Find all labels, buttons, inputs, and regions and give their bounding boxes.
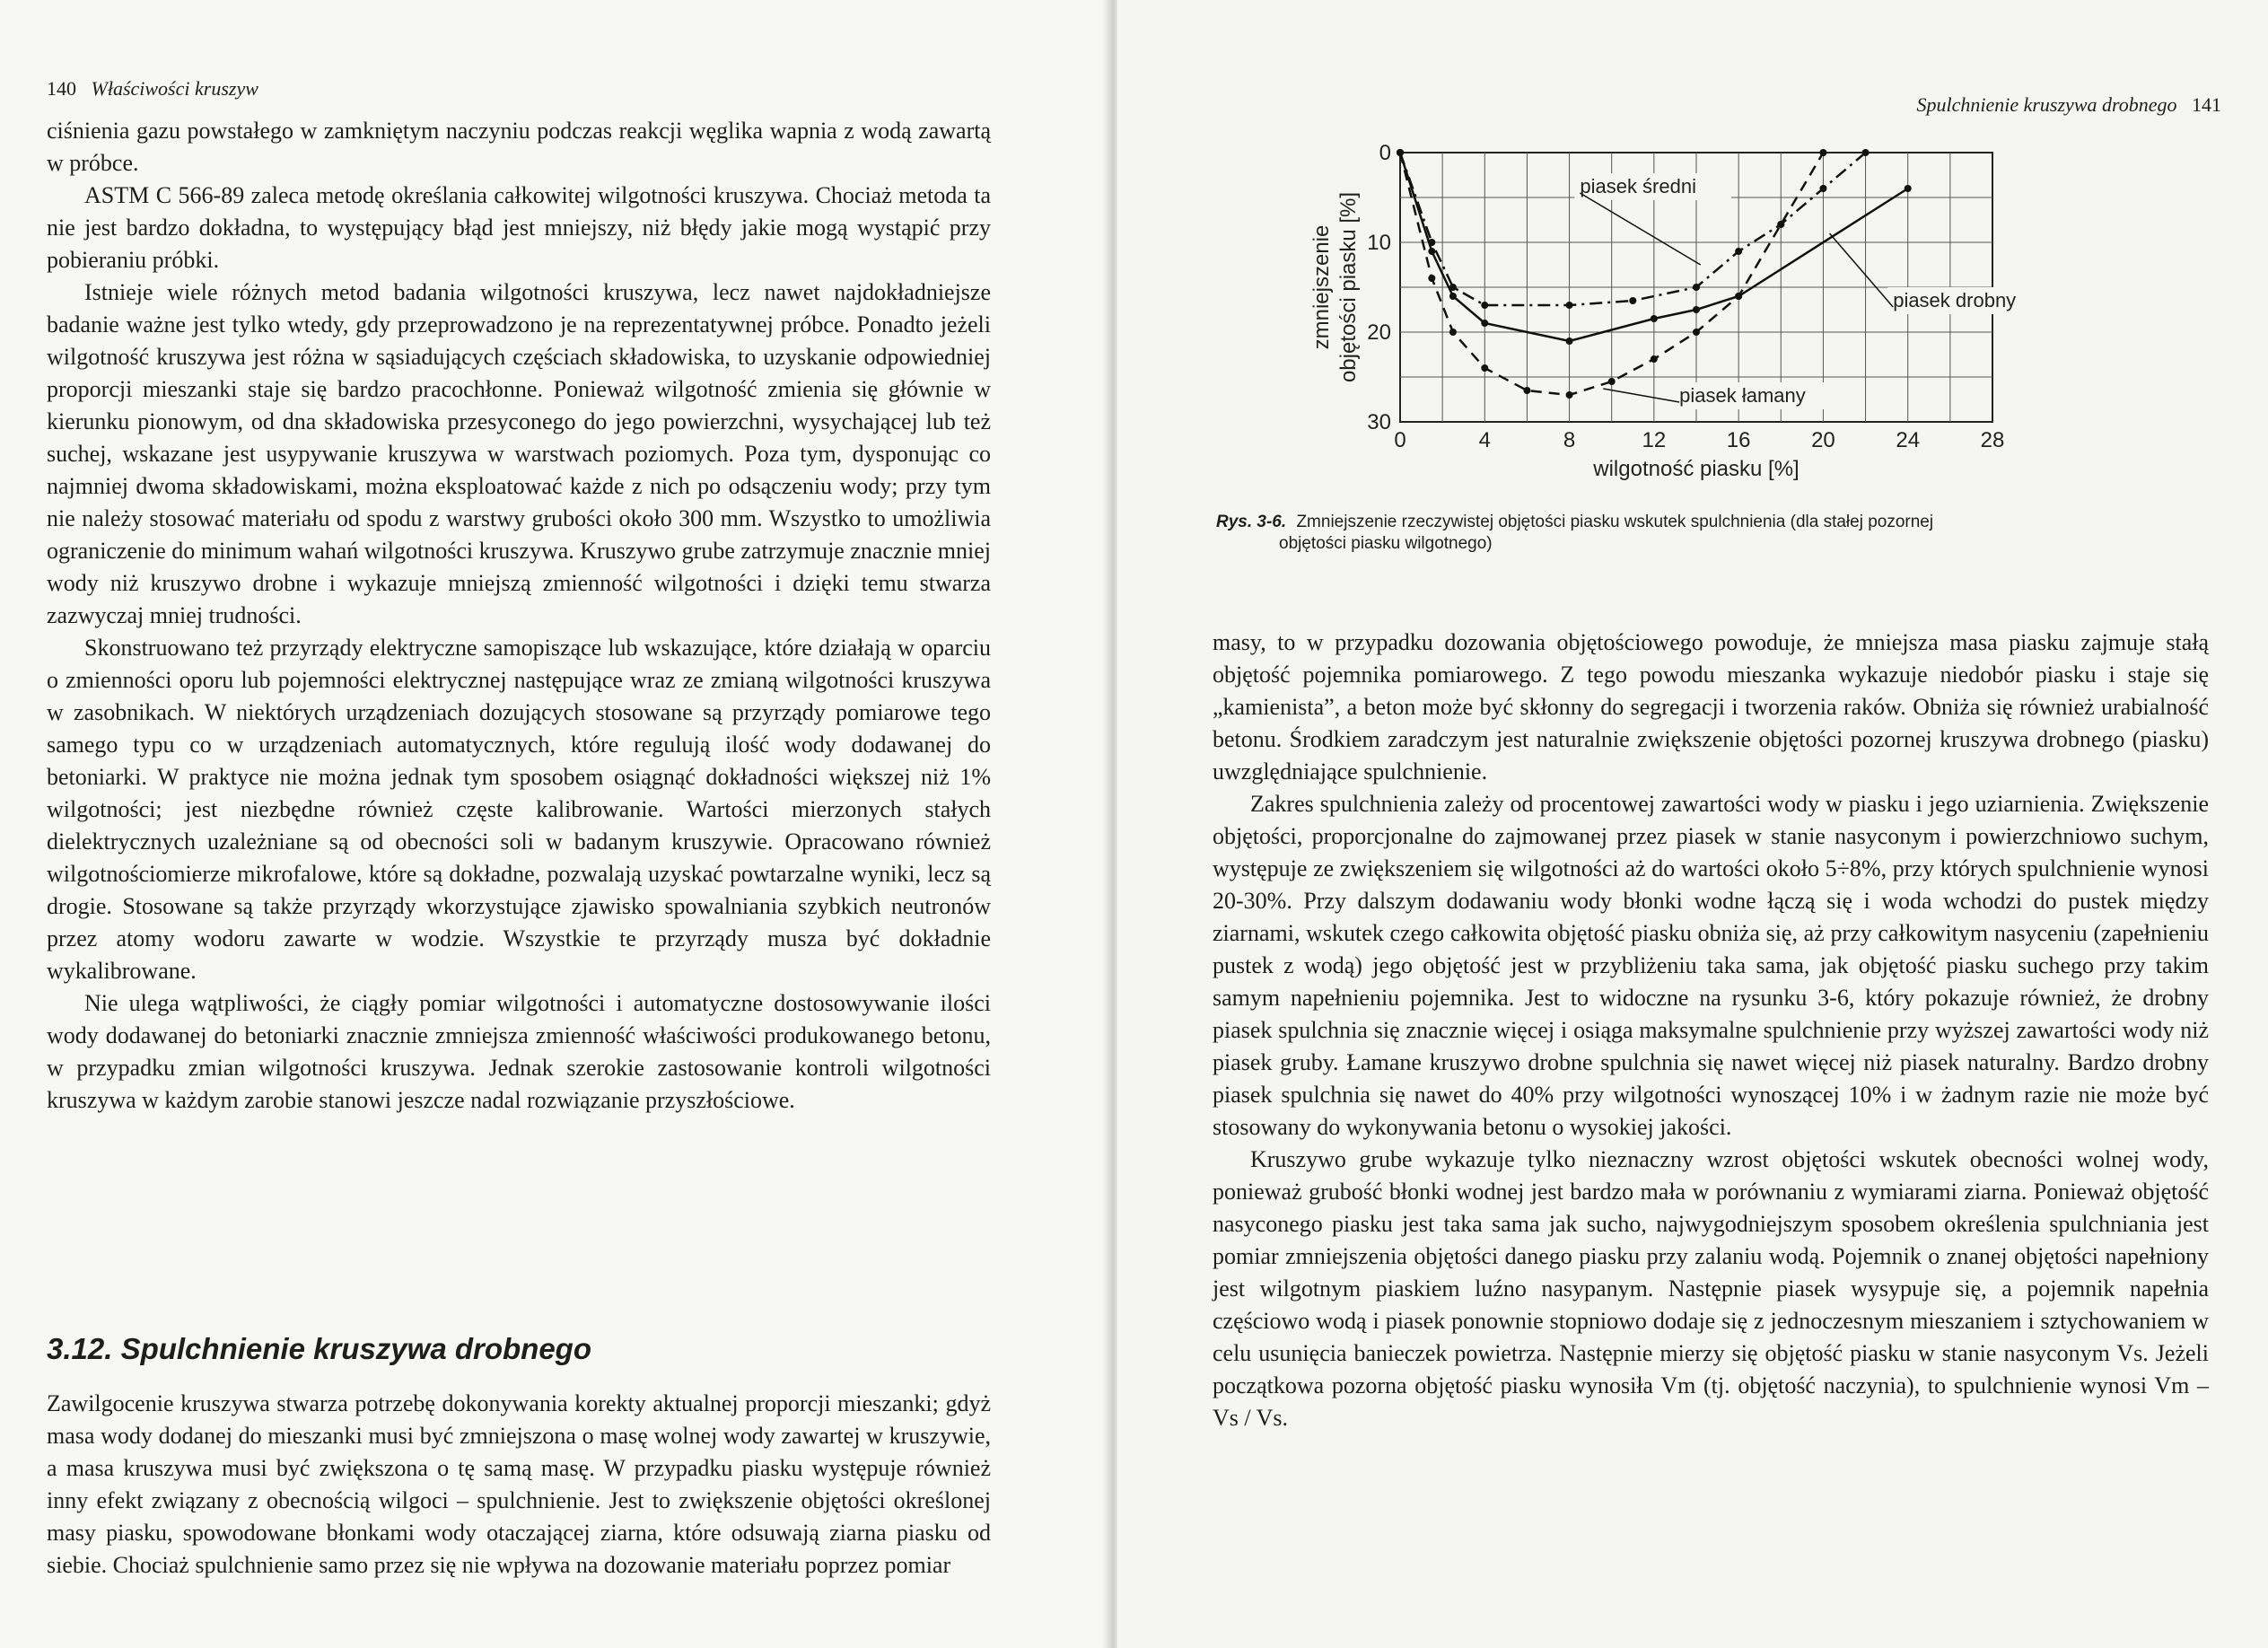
data-point [1449,284,1457,291]
annotation-leader [1830,233,1894,307]
data-point [1428,248,1435,255]
x-tick-label: 0 [1394,428,1406,452]
x-tick-label: 12 [1642,428,1667,452]
left-running-head [47,77,258,101]
y-axis-label [1309,192,1361,382]
data-point [1566,391,1573,399]
data-point [1481,320,1488,327]
data-point [1905,185,1912,192]
data-point [1428,275,1435,282]
y-axis-label-line-1: zmniejszenie [1309,224,1334,350]
left-running-title: Właściwości kruszyw [91,77,258,100]
paragraph: Istnieje wiele różnych metod badania wilgotności kruszywa, lecz nawet najdokładniejsze badanie ważne jest tylko wtedy, gdy przeprowadzono je na reprezentatywnej próbce. Ponadto jeżeli wilgotność kruszywa jest różna w sąsiadujących częściach składowiska, to uzyskanie odpowiedniej proporcji mieszanki staje się bardzo pracochłonne. Ponieważ wilgotność zmienia się głównie w kierunku pionowym, od dna składowiska przesyconego do jego powierzchni, wysychającej lub też suchej, wskazane jest usypywanie kruszywa w warstwach poziomych. Poza tym, dysponując co najmniej dwoma składowiskami, można eksploatować każde z nich po odsączeniu wody; przy tym nie należy stosować materiału od spodu z warstwy grubości około 300 mm. Wszystko to umożliwia ograniczenie do minimum wahań wilgotności kruszywa. Kruszywo grube zatrzymuje znacznie mniej wody niż kruszywo drobne i wykazuje mniejszą zmienność wilgotności i dzięki temu stwarza zazwyczaj mniej trudności. [47,279,991,628]
data-point [1629,297,1636,304]
figure-label: Rys. 3-6. [1216,513,1287,531]
data-point [1397,149,1404,156]
figure-caption-text: Zmniejszenie rzeczywistej objętości piasku wskutek spulchnienia (dla stałej pozornej [1296,513,1934,531]
right-running-head [1916,93,2221,117]
data-point [1651,315,1658,322]
data-point [1693,329,1700,336]
left-page-number: 140 [47,77,76,100]
x-tick-label: 8 [1563,428,1576,452]
right-running-title: Spulchnienie kruszywa drobnego [1916,93,2177,116]
data-point [1523,387,1530,394]
x-tick-label: 4 [1478,428,1491,452]
data-point [1481,302,1488,309]
data-point [1449,329,1457,336]
data-point [1651,355,1658,363]
section-heading: 3.12. Spulchnienie kruszywa drobnego [47,1332,591,1365]
right-body-text [1213,627,2209,1434]
paragraph: ciśnienia gazu powstałego w zamkniętym naczyniu podczas reakcji węglika wapnia z wodą zawartą w próbce. [47,118,991,176]
right-page-number: 141 [2192,93,2221,116]
chart-annotations [1574,173,2044,409]
figure-caption [1216,512,2203,555]
left-body-text-bottom [47,1388,991,1582]
data-point [1693,284,1700,291]
annotation-leader [1603,389,1679,402]
data-point [1449,293,1457,300]
y-tick-label: 10 [1367,231,1391,255]
data-point [1777,221,1784,228]
paragraph: Zawilgocenie kruszywa stwarza potrzebę dokonywania korekty aktualnej proporcji mieszanki; gdyż masa wody dodanej do mieszanki musi być zmniejszona o masę wolnej wody zawartej w kruszywie, a masa kruszywa musi być zwiększona o tę samą masę. W przypadku piasku występuje również inny efekt związany z obecnością wilgoci – spulchnienie. Jest to zwiększenie objętości określonej masy piasku, spowodowane błonkami wody otaczającej ziarna, które odsuwają ziarna piasku od siebie. Chociaż spulchnienie samo przez się nie wpływa na dozowanie materiału poprzez pomiar [47,1390,991,1578]
paragraph: Skonstruowano też przyrządy elektryczne samopiszące lub wskazujące, które działają w oparciu o zmienności oporu lub pojemności elektrycznej następujące wraz ze zmianą wilgotności kruszywa w zasobnikach. W niektórych urządzeniach dozujących stosowane są przyrządy pomiarowe tego samego typu co w urządzeniach automatycznych, które regulują ilość wody dodawanej do betoniarki. W praktyce nie można jednak tym sposobem osiągnąć dokładności większej niż 1% wilgotności; jest niezbędne również częste kalibrowanie. Wartości mierzonych stałych dielektrycznych uzależniane są od obecności soli w badanym kruszywie. Opracowano również wilgotnościomierze mikrofalowe, które są dokładne, pozwalają uzyskać powtarzalne wyniki, lecz są drogie. Stosowane są także przyrządy wkorzystujące zjawisko spowalniania szybkich neutronów przez atomy wodoru zawarte w wodzie. Wszystkie te przyrządy musza być dokładnie wykalibrowane. [47,635,991,984]
y-axis-label-line-2: objętości piasku [%] [1336,191,1361,383]
annotation-label: piasek średni [1580,175,1696,197]
annotation-label: piasek łamany [1679,384,1806,407]
annotation-leader [1580,193,1700,265]
paragraph: Kruszywo grube wykazuje tylko nieznaczny wzrost objętości wskutek obecności wolnej wody, ponieważ grubość błonki wodnej jest bardzo mała w porównaniu z wymiarami ziarna. Ponieważ objętość nasyconego piasku jest taka sama jak sucho, najwygodniejszym sposobem określenia spulchniania jest pomiar zmniejszenia objętości danego piasku przy zalaniu wodą. Pojemnik o znanej objętości napełniony jest wilgotnym piaskiem luźno nasypanym. Następnie piasek wysypuje się, a pojemnik napełnia częściowo wodą i piasek ponownie stopniowo dodaje się z jednoczesnym mieszaniem i sztychowaniem w celu usunięcia banieczek powietrza. Następnie mierzy się objętość piasku w stanie nasyconym Vs. Jeżeli początkowa pozorna objętość piasku wynosiła Vm (tj. objętość naczynia), to spulchnienie wynosi Vm – Vs / Vs. [1213,1146,2209,1431]
paragraph: masy, to w przypadku dozowania objętościowego powoduje, że mniejsza masa piasku zajmuje stałą objętość pojemnika pomiarowego. Z tego powodu mieszanka wykazuje niedobór piasku i staje się „kamienista”, a beton może być skłonny do segregacji i tworzenia raków. Obniża się również urabialność betonu. Środkiem zaradczym jest naturalnie zwiększenie objętości pozornej kruszywa drobnego (piasku) uwzględniające spulchnienie. [1213,629,2209,785]
data-point [1735,293,1742,300]
data-point [1428,239,1435,246]
data-point [1693,306,1700,313]
left-body-text-top [47,115,991,1117]
paragraph: Zakres spulchnienia zależy od procentowej zawartości wody w piasku i jego uziarnienia. Zwiększenie objętości, proporcjonalne do zajmowanej przez piasek w stanie nasyconym i powierzchniowo suchym, występuje ze zwiększeniem się wilgotności aż do wartości około 5÷8%, przy których spulchnienie wynosi 20-30%. Przy dalszym dodawaniu wody błonki wodne łączą się i woda wchodzi do pustek między ziarnami, wskutek czego całkowita objętość piasku obniża się, aż przy całkowitym nasyceniu (zapełnieniu pustek z wodą) jego objętość jest w przybliżeniu taka sama, jak objętość piasku suchego przy takim samym napełnieniu pojemnika. Jest to widoczne na rysunku 3-6, który pokazuje również, że drobny piasek spulchnia się znacznie więcej i osiąga maksymalne spulchnienie przy wyższej zawartości wody niż piasek gruby. Łamane kruszywo drobne spulchnia się nawet więcej niż piasek naturalny. Bardzo drobny piasek spulchnia się nawet do 40% przy wilgotności wynoszącej 10% i w żadnym razie nie może być stosowany do wykonywania betonu o wysokiej jakości. [1213,791,2209,1140]
data-point [1819,149,1826,156]
data-point [1862,149,1870,156]
data-point [1481,364,1488,372]
data-point [1566,302,1573,309]
figure-caption-text-2: objętości piasku wilgotnego) [1279,534,1493,553]
paragraph: Nie ulega wątpliwości, że ciągły pomiar wilgotności i automatyczne dostosowywanie ilości wody dodawanej do betoniarki znacznie zmniejsza zmienność właściwości produkowanego betonu, w przypadku zmian wilgotności kruszywa. Jednak szerokie zastosowanie kontroli wilgotności kruszywa w każdym zarobie stanowi jeszcze nadal rozwiązanie przyszłościowe. [47,990,991,1113]
x-tick-label: 24 [1896,428,1921,452]
annotation-label: piasek drobny [1893,289,2017,311]
x-axis-label: wilgotność piasku [%] [1593,457,1800,481]
y-tick-label: 0 [1379,141,1391,165]
data-point [1735,248,1742,255]
left-page [0,0,1113,1648]
x-tick-label: 16 [1726,428,1751,452]
data-point [1819,185,1826,192]
data-point [1566,337,1573,345]
paragraph: ASTM C 566-89 zaleca metodę określania całkowitej wilgotności kruszywa. Chociaż metoda ta nie jest bardzo dokładna, to występujący błąd jest mniejszy, niż błędy jakie mogą wystąpić przy pobieraniu próbki. [47,182,991,273]
y-tick-label: 20 [1367,320,1391,345]
y-tick-label: 30 [1367,410,1391,434]
x-tick-label: 20 [1811,428,1835,452]
bulking-chart [1292,117,2055,494]
x-tick-label: 28 [1980,428,2005,452]
data-point [1608,378,1616,385]
